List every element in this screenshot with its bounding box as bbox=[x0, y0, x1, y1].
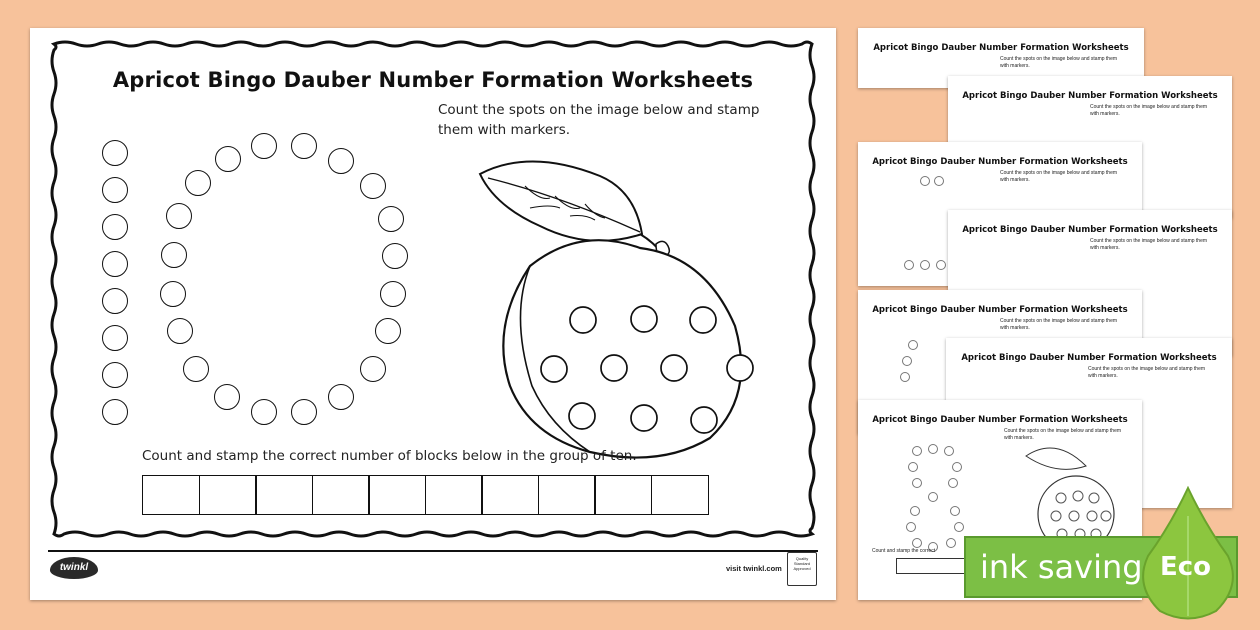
worksheet-title: Apricot Bingo Dauber Number Formation Worksheets bbox=[112, 68, 754, 92]
twinkl-logo: twinkl bbox=[50, 557, 98, 579]
instruction-bottom: Count and stamp the correct number of blocks below in the group of ten. bbox=[142, 448, 637, 464]
instruction-top: Count the spots on the image below and stamp them with markers. bbox=[438, 102, 760, 138]
eco-badge-label: Eco bbox=[1160, 552, 1212, 582]
thumbnail-title: Apricot Bingo Dauber Number Formation Worksheets bbox=[962, 225, 1218, 235]
thumbnail-title: Apricot Bingo Dauber Number Formation Worksheets bbox=[872, 305, 1128, 315]
stamp-block bbox=[651, 475, 709, 515]
visit-link-text: visit twinkl.com bbox=[726, 564, 782, 573]
thumbnail-bottom-instruction: Count and stamp the correct bbox=[872, 548, 936, 554]
thumbnail-instruction: Count the spots on the image below and stamp them with markers. bbox=[1000, 170, 1118, 183]
thumbnail-title: Apricot Bingo Dauber Number Formation Worksheets bbox=[872, 157, 1128, 167]
footer-divider bbox=[48, 550, 818, 552]
thumbnail-title: Apricot Bingo Dauber Number Formation Worksheets bbox=[961, 353, 1217, 363]
stamp-block bbox=[538, 475, 596, 515]
worksheet-page bbox=[30, 28, 836, 600]
thumbnail-title: Apricot Bingo Dauber Number Formation Worksheets bbox=[962, 91, 1218, 101]
stamp-block bbox=[255, 475, 313, 515]
stamp-block bbox=[425, 475, 483, 515]
stamp-block bbox=[594, 475, 652, 515]
stamp-block bbox=[481, 475, 539, 515]
stamp-block bbox=[142, 475, 200, 515]
thumbnail-instruction: Count the spots on the image below and stamp them with markers. bbox=[1090, 238, 1208, 251]
thumbnail-title: Apricot Bingo Dauber Number Formation Worksheets bbox=[873, 43, 1129, 53]
thumbnail-instruction: Count the spots on the image below and stamp them with markers. bbox=[1004, 428, 1122, 441]
thumbnail-instruction: Count the spots on the image below and stamp them with markers. bbox=[1090, 104, 1208, 117]
thumbnail-instruction: Count the spots on the image below and stamp them with markers. bbox=[1000, 318, 1118, 331]
ten-frame-blocks bbox=[142, 475, 707, 515]
quality-badge: Quality Standard Approved bbox=[787, 552, 817, 586]
thumbnail-instruction: Count the spots on the image below and stamp them with markers. bbox=[1088, 366, 1206, 379]
stamp-block bbox=[312, 475, 370, 515]
ink-saving-label: ink saving bbox=[980, 548, 1143, 586]
apricot-illustration bbox=[470, 156, 760, 466]
thumbnail-title: Apricot Bingo Dauber Number Formation Worksheets bbox=[872, 415, 1128, 425]
thumbnail-instruction: Count the spots on the image below and stamp them with markers. bbox=[1000, 56, 1118, 69]
stamp-block bbox=[368, 475, 426, 515]
stamp-block bbox=[199, 475, 257, 515]
